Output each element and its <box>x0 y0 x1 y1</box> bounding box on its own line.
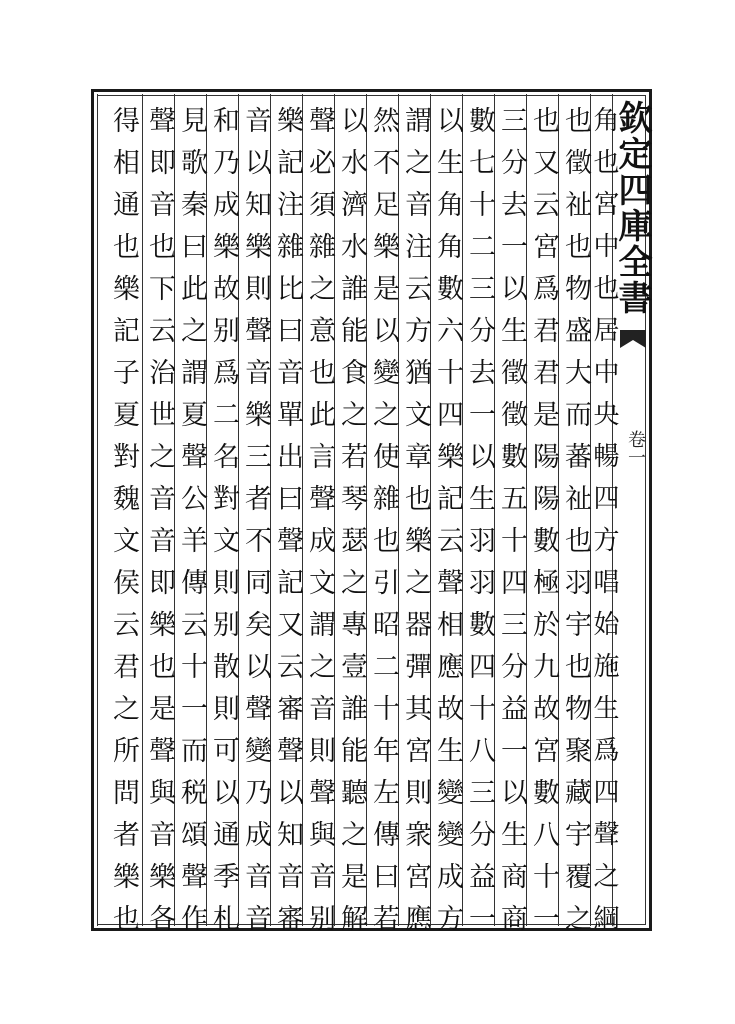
text-column: 以生角角數六十四樂記云聲相應故生變變成方 <box>432 106 463 946</box>
text-column: 然不足樂是以變之使雜也引昭二十年左傳曰若 <box>368 106 399 946</box>
text-column: 得相通也樂記子夏對魏文侯云君之所問者樂也 <box>108 106 139 946</box>
text-column: 謂之音注云方猶文章也樂之器彈其宮則衆宮應 <box>400 106 431 946</box>
text-column: 角也宮中也居中央暢四方唱始施生爲四聲之綱 <box>589 106 619 946</box>
text-column: 和乃成樂故别爲二名對文則别散則可以通季札 <box>208 106 239 946</box>
text-column: 樂記注雜比曰音單出曰聲記又云審聲以知音審 <box>272 106 303 946</box>
text-column: 數七十二三分去一以生羽羽數四十八三分益一 <box>464 106 495 946</box>
text-column: 聲即音也下云治世之音音即樂也是聲與音樂各 <box>144 106 175 946</box>
column-rule <box>97 94 98 926</box>
text-column: 聲必須雜之意也此言聲成文謂之音則聲與音别 <box>304 106 335 946</box>
text-column: 音以知樂則聲音樂三者不同矣以聲變乃成音音 <box>240 106 271 946</box>
text-column: 也又云宮爲君君是陽陽數極於九故宮數八十一 <box>528 106 559 946</box>
text-column: 也徵祉也物盛大而蕃祉也羽宇也物聚藏宇覆之 <box>560 106 591 946</box>
chapter-label: 卷一 <box>625 430 646 466</box>
book-title: 欽定四庫全書 <box>612 100 652 316</box>
text-column: 三分去一以生徵徵數五十四三分益一以生商商 <box>496 106 527 946</box>
text-column: 以水濟水誰能食之若琴瑟之專壹誰能聽之是解 <box>336 106 367 946</box>
text-column: 見歌秦曰此之謂夏聲公羊傳云十一而税頌聲作 <box>176 106 207 946</box>
fishtail-ornament-icon <box>618 328 648 350</box>
